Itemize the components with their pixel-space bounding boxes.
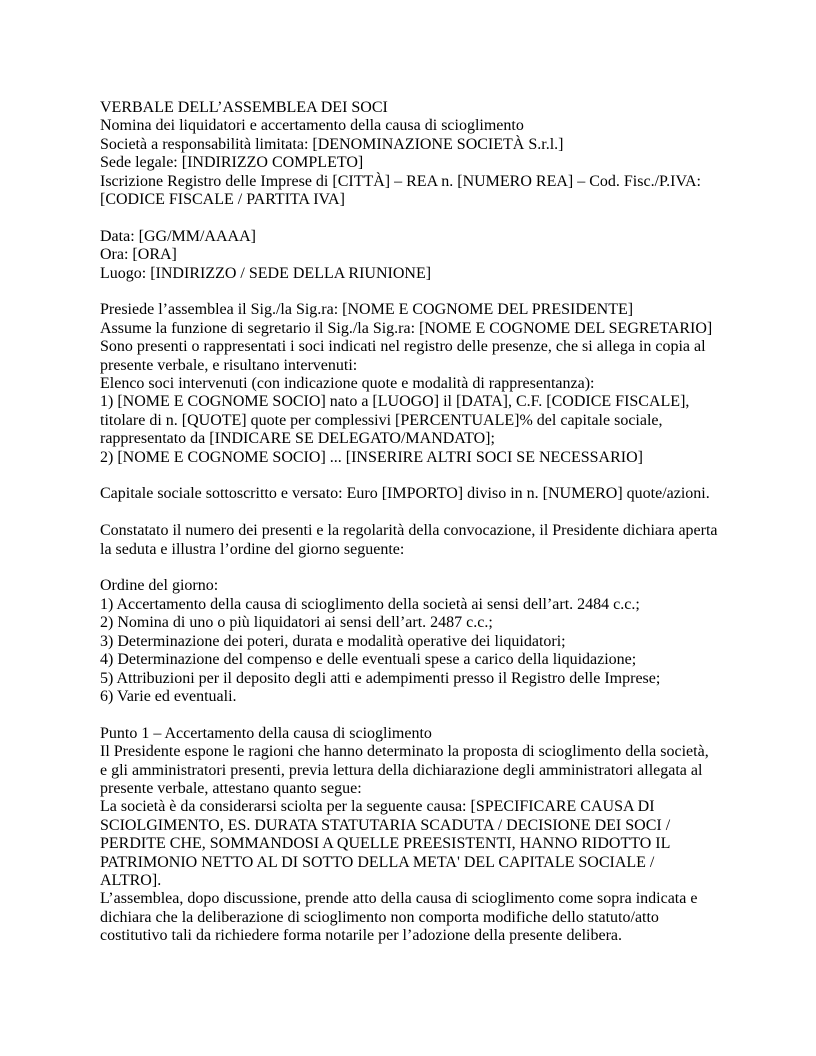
agenda-item: 6) Varie ed eventuali.	[100, 687, 237, 705]
point1-text: Il Presidente espone le ragioni che hanno determinato la proposta di scioglimento della società,	[100, 743, 709, 761]
agenda-item: 2) Nomina di uno o più liquidatori ai sensi dell’art. 2487 c.c.;	[100, 614, 493, 632]
document-header	[100, 99, 730, 209]
company-name: Società a responsabilità limitata: [DENOMINAZIONE SOCIETÀ S.r.l.]	[100, 135, 564, 153]
point1-text: L’assemblea, dopo discussione, prende atto della causa di scioglimento come sopra indicata e	[100, 890, 698, 908]
point1-text: costitutivo tali da richiedere forma notarile per l’adozione della presente delibera.	[100, 927, 622, 945]
registered-office: Sede legale: [INDIRIZZO COMPLETO]	[100, 154, 364, 172]
registration-info: Iscrizione Registro delle Imprese di [CITTÀ] – REA n. [NUMERO REA] – Cod. Fisc./P.IVA:	[100, 172, 701, 190]
meeting-info	[100, 228, 730, 283]
point1-text: La società è da considerarsi sciolta per la seguente causa: [SPECIFICARE CAUSA DI	[100, 798, 655, 816]
point1-text: presente verbale, attestano quanto segue:	[100, 779, 362, 797]
spacer	[100, 209, 730, 227]
point1-text: SCIOLGIMENTO, ES. DURATA STATUTARIA SCADUTA / DECISIONE DEI SOCI /	[100, 816, 671, 834]
spacer	[100, 559, 730, 577]
point1-text: dichiara che la deliberazione di scioglimento non comporta modifiche dello statuto/atto	[100, 908, 659, 926]
agenda-section	[100, 577, 730, 706]
opening-statement	[100, 522, 730, 559]
point1-text: ALTRO].	[100, 871, 162, 889]
document-subtitle: Nomina dei liquidatori e accertamento della causa di scioglimento	[100, 117, 524, 135]
spacer	[100, 283, 730, 301]
attendance-section	[100, 301, 730, 467]
point1-text: PERDITE CHE, SOMMANDOSI A QUELLE PREESISTENTI, HANNO RIDOTTO IL	[100, 835, 671, 853]
spacer	[100, 706, 730, 724]
president-line: Presiede l’assemblea il Sig./la Sig.ra: [NOME E COGNOME DEL PRESIDENTE]	[100, 301, 634, 319]
spacer	[100, 504, 730, 522]
secretary-line: Assume la funzione di segretario il Sig./la Sig.ra: [NOME E COGNOME DEL SEGRETARIO]	[100, 319, 713, 337]
member-item: 1) [NOME E COGNOME SOCIO] nato a [LUOGO] il [DATA], C.F. [CODICE FISCALE],	[100, 393, 690, 411]
opening-text: Constatato il numero dei presenti e la regolarità della convocazione, il Presidente dichiara aperta	[100, 522, 718, 540]
document-title: VERBALE DELL’ASSEMBLEA DEI SOCI	[100, 99, 388, 116]
opening-text: la seduta e illustra l’ordine del giorno seguente:	[100, 540, 405, 558]
meeting-date: Data: [GG/MM/AAAA]	[100, 227, 256, 245]
agenda-heading: Ordine del giorno:	[100, 577, 219, 595]
agenda-item: 3) Determinazione dei poteri, durata e modalità operative dei liquidatori;	[100, 632, 566, 650]
meeting-time: Ora: [ORA]	[100, 246, 177, 264]
agenda-item: 1) Accertamento della causa di scioglimento della società ai sensi dell’art. 2484 c.c.;	[100, 595, 640, 613]
document-page	[100, 99, 730, 946]
attendance-text: Sono presenti o rappresentati i soci indicati nel registro delle presenze, che si allega in copia al	[100, 338, 706, 356]
point1-section	[100, 725, 730, 946]
members-list-heading: Elenco soci intervenuti (con indicazione quote e modalità di rappresentanza):	[100, 375, 595, 393]
member-item: titolare di n. [QUOTE] quote per complessivi [PERCENTUALE]% del capitale sociale,	[100, 411, 663, 429]
member-item: rappresentato da [INDICARE SE DELEGATO/MANDATO];	[100, 430, 495, 448]
agenda-item: 4) Determinazione del compenso e delle eventuali spese a carico della liquidazione;	[100, 651, 637, 669]
meeting-place: Luogo: [INDIRIZZO / SEDE DELLA RIUNIONE]	[100, 264, 432, 282]
spacer	[100, 467, 730, 485]
attendance-text: presente verbale, e risultano intervenuti:	[100, 356, 358, 374]
member-item: 2) [NOME E COGNOME SOCIO] ... [INSERIRE ALTRI SOCI SE NECESSARIO]	[100, 448, 643, 466]
point1-text: e gli amministratori presenti, previa lettura della dichiarazione degli amministratori allegata al	[100, 761, 703, 779]
tax-code: [CODICE FISCALE / PARTITA IVA]	[100, 191, 345, 209]
point1-text: PATRIMONIO NETTO AL DI SOTTO DELLA META' DEL CAPITALE SOCIALE /	[100, 853, 655, 871]
share-capital: Capitale sociale sottoscritto e versato: Euro [IMPORTO] diviso in n. [NUMERO] quote/azioni.	[100, 485, 710, 503]
agenda-item: 5) Attribuzioni per il deposito degli atti e adempimenti presso il Registro delle Imprese;	[100, 669, 661, 687]
point1-heading: Punto 1 – Accertamento della causa di scioglimento	[100, 724, 432, 742]
